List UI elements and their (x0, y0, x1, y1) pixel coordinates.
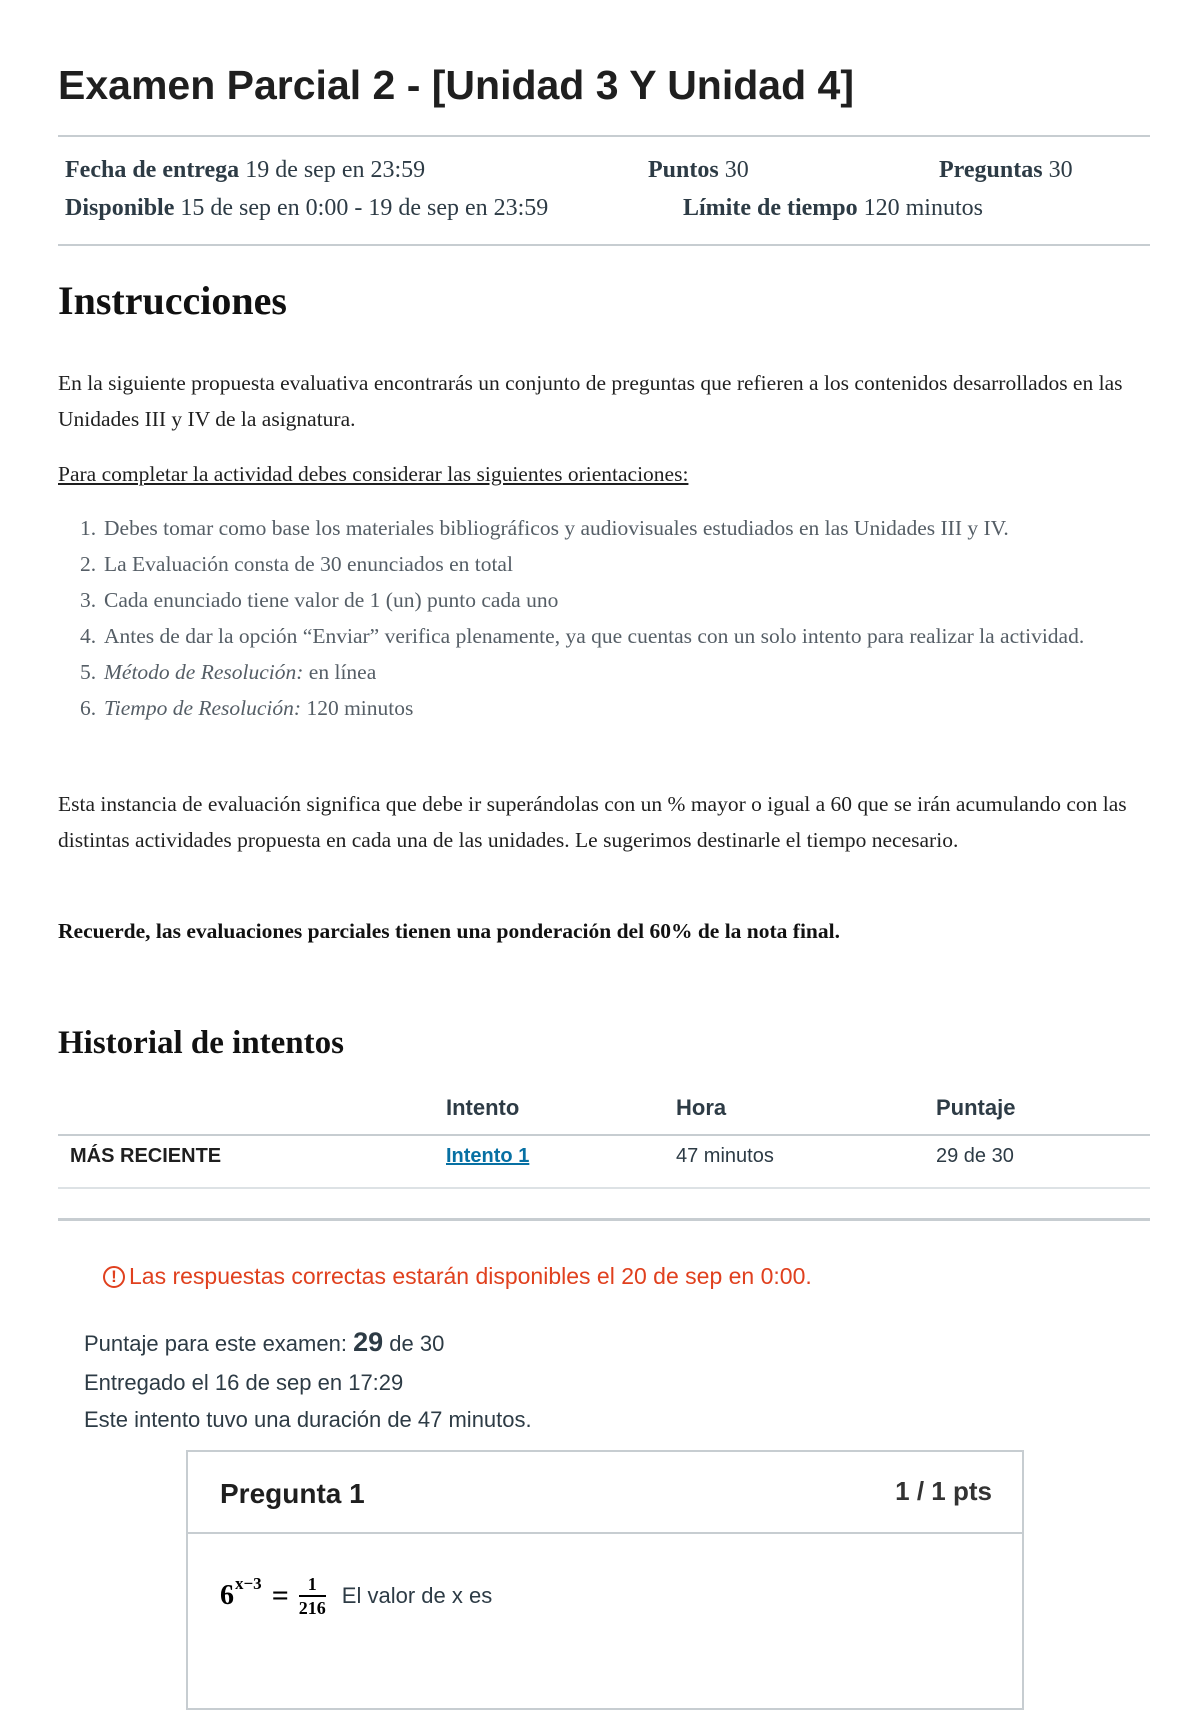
table-row-divider (58, 1187, 1150, 1189)
question-card (186, 1450, 1024, 1710)
column-header-attempt: Intento (446, 1095, 520, 1120)
item-number: 4. (80, 624, 97, 648)
item-text: 120 minutos (301, 696, 414, 720)
list-item (58, 654, 1150, 690)
equation-exponent: x−3 (235, 1574, 262, 1593)
item-text: Debes tomar como base los materiales bibliográficos y audiovisuales estudiados en las Unidades III y IV. (104, 516, 1009, 540)
exam-title: Examen Parcial 2 - [Unidad 3 Y Unidad 4] (58, 62, 854, 108)
item-text: en línea (303, 660, 377, 684)
points-value: 30 (724, 157, 749, 183)
instructions-closing: Esta instancia de evaluación significa que debe ir superándolas con un % mayor o igual a 60 que se irán acumulando con las distintas actividades propuesta en cada una de las unidades. Le sugerimos destinarle el tiempo necesario. (58, 792, 1127, 852)
row-label: MÁS RECIENTE (70, 1145, 222, 1167)
section-divider (58, 1218, 1150, 1221)
list-item (58, 546, 1150, 582)
instructions-reminder: Recuerde, las evaluaciones parciales tienen una ponderación del 60% de la nota final. (58, 919, 840, 943)
warning-text: Las respuestas correctas estarán disponibles el 20 de sep en 0:00. (129, 1263, 812, 1289)
points (648, 157, 749, 184)
question-prompt: El valor de x es (341, 1583, 493, 1608)
score-suffix: de 30 (389, 1331, 445, 1356)
item-text: Cada enunciado tiene valor de 1 (un) punto cada uno (104, 588, 559, 612)
fraction-numerator: 1 (307, 1574, 317, 1594)
time-limit (683, 195, 983, 222)
fraction-bar (299, 1595, 326, 1597)
list-item (58, 618, 1150, 654)
equation-equals: = (271, 1579, 289, 1612)
equation (220, 1574, 326, 1618)
due-date (65, 157, 425, 184)
item-label: Tiempo de Resolución: (104, 696, 302, 720)
list-item (58, 690, 1150, 726)
list-item (58, 582, 1150, 618)
questions-label: Preguntas (939, 157, 1043, 183)
orientations-list (58, 510, 1150, 726)
due-label: Fecha de entrega (65, 157, 240, 183)
instructions-heading: Instrucciones (58, 278, 287, 323)
question-body (220, 1574, 492, 1618)
fraction-denominator: 216 (298, 1598, 326, 1618)
exam-score (84, 1327, 444, 1358)
question-title: Pregunta 1 (220, 1478, 365, 1509)
score-value: 29 (353, 1327, 384, 1357)
answers-availability-warning (103, 1263, 812, 1290)
item-text: La Evaluación consta de 30 enunciados en total (104, 552, 513, 576)
question-header (188, 1452, 1022, 1534)
questions-count (939, 157, 1073, 184)
item-label: Método de Resolución: (104, 660, 304, 684)
history-heading: Historial de intentos (58, 1025, 344, 1061)
attempt-time: 47 minutos (676, 1145, 774, 1167)
attempt-duration: Este intento tuvo una duración de 47 minutos. (84, 1407, 532, 1432)
item-number: 2. (80, 552, 97, 576)
equation-fraction (299, 1574, 326, 1618)
instructions-intro: En la siguiente propuesta evaluativa encontrarás un conjunto de preguntas que refieren a los contenidos desarrollados en las Unidades III y IV de la asignatura. (58, 371, 1123, 431)
due-value: 19 de sep en 23:59 (245, 157, 426, 183)
warning-icon: ! (103, 1266, 125, 1288)
column-header-time: Hora (676, 1095, 727, 1120)
equation-base: 6 (220, 1580, 234, 1611)
attempt-score: 29 de 30 (936, 1145, 1014, 1167)
submitted-date: Entregado el 16 de sep en 17:29 (84, 1370, 404, 1395)
points-label: Puntos (648, 157, 719, 183)
list-item (58, 510, 1150, 546)
available-value: 15 de sep en 0:00 - 19 de sep en 23:59 (180, 195, 549, 221)
score-prefix: Puntaje para este examen: (84, 1331, 347, 1356)
item-text: Antes de dar la opción “Enviar” verifica plenamente, ya que cuentas con un solo intento para realizar la actividad. (104, 624, 1085, 648)
column-header-score: Puntaje (936, 1095, 1016, 1120)
time-limit-value: 120 minutos (863, 195, 983, 221)
time-limit-label: Límite de tiempo (683, 195, 858, 221)
orientations-title: Para completar la actividad debes considerar las siguientes orientaciones: (58, 462, 689, 486)
table-header-divider (58, 1134, 1150, 1136)
item-number: 3. (80, 588, 97, 612)
available-label: Disponible (65, 195, 175, 221)
item-number: 1. (80, 516, 97, 540)
question-points: 1 / 1 pts (895, 1476, 992, 1506)
attempt-link[interactable]: Intento 1 (446, 1145, 530, 1167)
questions-value: 30 (1048, 157, 1073, 183)
divider (58, 135, 1150, 137)
item-number: 6. (80, 696, 97, 720)
available (65, 195, 548, 222)
item-number: 5. (80, 660, 97, 684)
divider (58, 244, 1150, 246)
